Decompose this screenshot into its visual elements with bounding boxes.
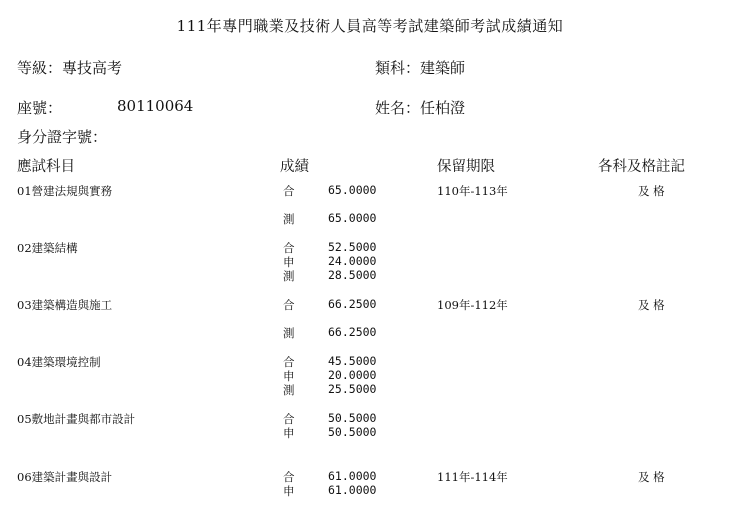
score-value: 25.5000: [328, 382, 377, 396]
header-subject: 應試科目: [17, 159, 75, 175]
id-label: 身分證字號：: [17, 128, 108, 146]
score-type: 申: [283, 255, 295, 269]
score-value: 24.0000: [328, 254, 377, 268]
score-value: 28.5000: [328, 268, 377, 282]
subject-name: 01營建法規與實務: [17, 184, 113, 198]
score-type: 合: [283, 184, 295, 198]
grade-field: [17, 57, 122, 78]
score-type: 合: [283, 412, 295, 426]
subject-name: 06建築計畫與設計: [17, 470, 113, 484]
category-value: 建築師: [420, 59, 466, 77]
pass-note: 及 格: [638, 298, 665, 312]
score-type: 申: [283, 484, 295, 498]
seat-value: 80110064: [117, 97, 194, 115]
subject-name: 03建築構造與施工: [17, 298, 113, 312]
score-value: 20.0000: [328, 368, 377, 382]
score-type: 合: [283, 355, 295, 369]
category-field: [375, 57, 465, 78]
score-value: 50.5000: [328, 425, 377, 439]
score-type: 申: [283, 426, 295, 440]
name-value: 任柏澄: [420, 99, 466, 117]
score-value: 45.5000: [328, 354, 377, 368]
header-pass-note: 各科及格註記: [598, 159, 685, 175]
retention-period: 111年-114年: [437, 470, 508, 484]
pass-note: 及 格: [638, 470, 665, 484]
seat-label: 座號：: [17, 99, 63, 117]
score-value: 61.0000: [328, 483, 377, 497]
name-field: [375, 97, 465, 118]
subject-name: 04建築環境控制: [17, 355, 101, 369]
header-score: 成績: [280, 159, 309, 175]
grade-label: 等級：: [17, 59, 63, 77]
score-type: 合: [283, 470, 295, 484]
score-value: 52.5000: [328, 240, 377, 254]
score-type: 測: [283, 326, 295, 340]
retention-period: 109年-112年: [437, 298, 508, 312]
subject-name: 05敷地計畫與都市設計: [17, 412, 136, 426]
score-type: 測: [283, 269, 295, 283]
category-label: 類科：: [375, 59, 421, 77]
retention-period: 110年-113年: [437, 184, 508, 198]
name-label: 姓名：: [375, 99, 421, 117]
pass-note: 及 格: [638, 184, 665, 198]
score-type: 測: [283, 383, 295, 397]
score-type: 合: [283, 241, 295, 255]
score-type: 申: [283, 369, 295, 383]
page-title: 111年專門職業及技術人員高等考試建築師考試成績通知: [176, 17, 564, 35]
score-value: 65.0000: [328, 183, 377, 197]
grade-value: 專技高考: [62, 59, 123, 77]
score-value: 66.2500: [328, 297, 377, 311]
score-value: 61.0000: [328, 469, 377, 483]
score-type: 合: [283, 298, 295, 312]
score-type: 測: [283, 212, 295, 226]
header-retention: 保留期限: [437, 159, 495, 175]
score-value: 50.5000: [328, 411, 377, 425]
score-value: 66.2500: [328, 325, 377, 339]
score-value: 65.0000: [328, 211, 377, 225]
subject-name: 02建築結構: [17, 241, 78, 255]
